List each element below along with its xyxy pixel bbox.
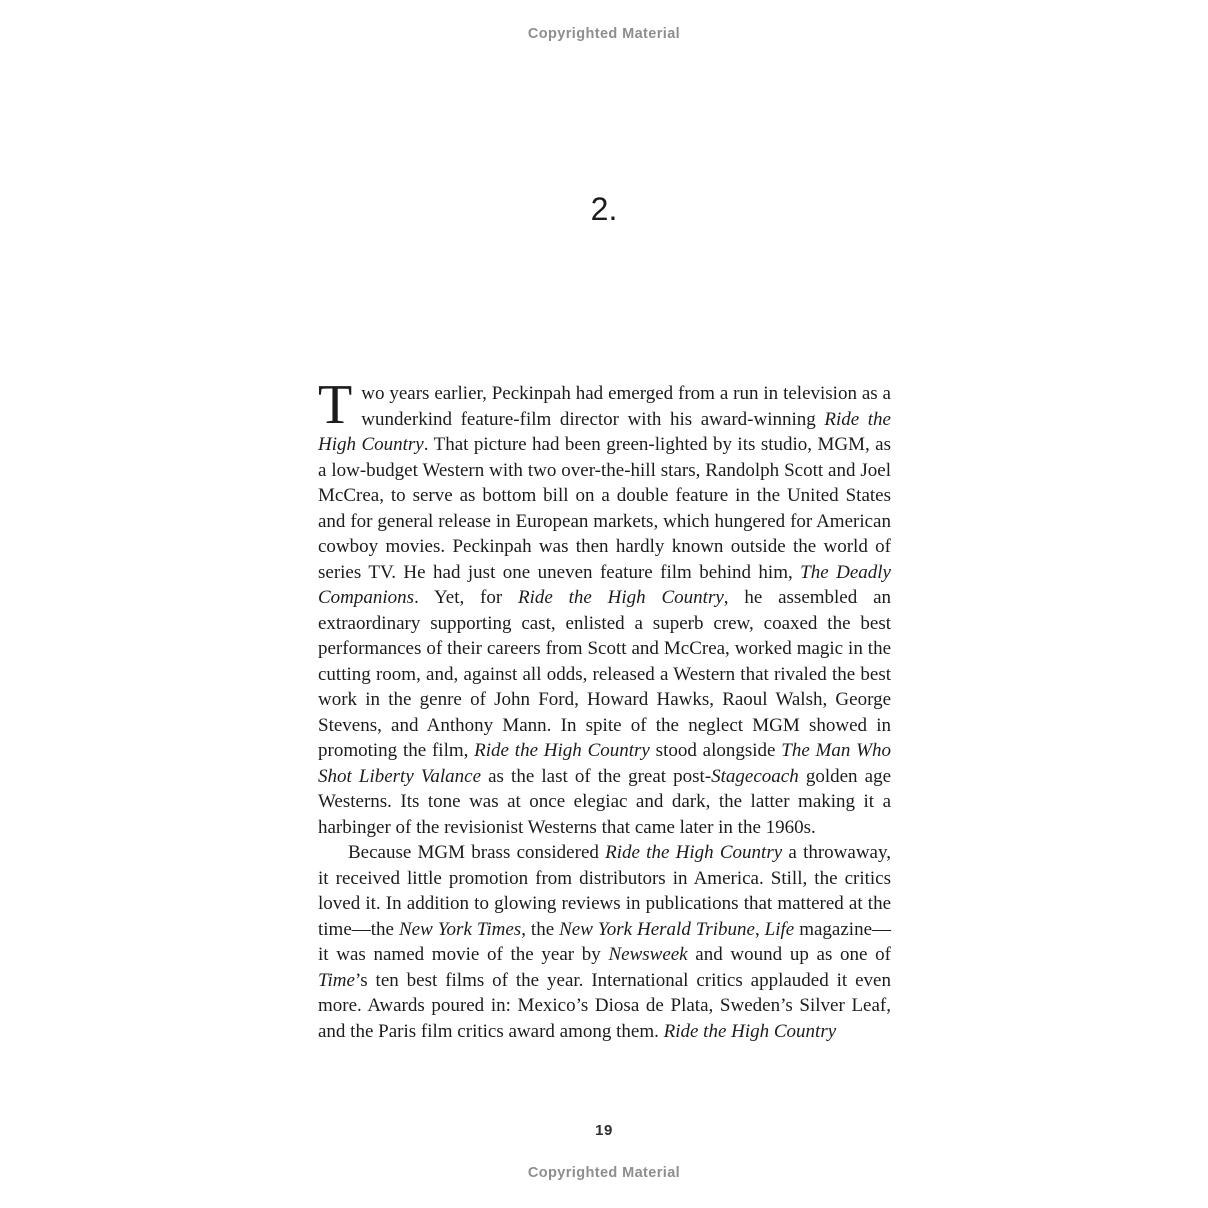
italic-text-run: New York Herald Tribune	[559, 918, 755, 940]
italic-text-run: Ride the High Country	[518, 587, 724, 608]
chapter-number: 2.	[590, 191, 618, 227]
body-paragraphs	[318, 374, 892, 1044]
italic-text-run: The Deadly Companions	[318, 561, 891, 608]
page-number: 19	[595, 1122, 613, 1139]
text-run: , he assembled an extraordinary supporting cast, enlisted a superb crew, coaxed the best performances of their careers from Scott and McCrea, worked magic in the cutting room, and, against all odds, released a Western that rivaled the best work in the genre of John Ford, Howard Hawks, Raoul Walsh, George Stevens, and Anthony Mann. In spite of the neglect MGM showed in promoting the film,	[318, 587, 891, 761]
text-run: ’s ten best films of the year. International critics applauded it even more. Awards poured in: Mexico’s Diosa de Plata, Sweden’s Silver Leaf, and the Paris film critics award among them.	[318, 969, 891, 1042]
italic-text-run: Ride the High Country	[318, 408, 891, 455]
paragraph	[318, 840, 891, 1044]
text-run: stood alongside	[649, 740, 782, 761]
italic-text-run: Stagecoach	[711, 765, 799, 787]
text-run: a throwaway, it received little promotion from distributors in America. Still, the critics loved it. In addition to glowing reviews in publications that mattered at the time—the	[318, 842, 891, 940]
text-run: golden age Westerns. Its tone was at once elegiac and dark, the latter making it a harbinger of the revisionist Westerns that came later in the 1960s.	[318, 765, 892, 838]
dropcap-letter: T	[318, 374, 353, 436]
italic-text-run: Ride the High Country	[605, 842, 783, 863]
copyright-notice-bottom: Copyrighted Material	[527, 1165, 681, 1181]
text-run: and wound up as one of	[687, 944, 891, 965]
text-run: as the last of the great post-	[481, 765, 712, 787]
italic-text-run: Time	[318, 969, 355, 991]
text-run: ,	[754, 918, 765, 940]
text-run: , the	[521, 918, 560, 940]
text-run: wo years earlier, Peckinpah had emerged from a run in television as a wunderkind feature-film director with his award-winning	[361, 383, 891, 430]
italic-text-run: Ride the High Country	[474, 740, 650, 761]
text-run: . Yet, for	[414, 587, 519, 608]
paragraph	[318, 374, 892, 840]
text-run: Because MGM brass considered	[348, 842, 606, 863]
italic-text-run: Newsweek	[608, 944, 688, 965]
italic-text-run: Ride the High Country	[663, 1020, 837, 1042]
italic-text-run: Life	[764, 918, 795, 940]
text-run: . That picture had been green-lighted by its studio, MGM, as a low-budget Western with two over-the-hill stars, Randolph Scott and Joel McCrea, to serve as bottom bill on a double feature in the United States and for general release in European markets, which hungered for American cowboy movies. Peckinpah was then hardly known outside the world of series TV. He had just one uneven feature film behind him,	[318, 434, 891, 583]
italic-text-run: New York Times	[398, 918, 522, 940]
text-run: magazine—it was named movie of the year by	[318, 918, 892, 965]
italic-text-run: The Man Who Shot Liberty Valance	[318, 740, 891, 787]
copyright-notice-top: Copyrighted Material	[527, 26, 681, 42]
